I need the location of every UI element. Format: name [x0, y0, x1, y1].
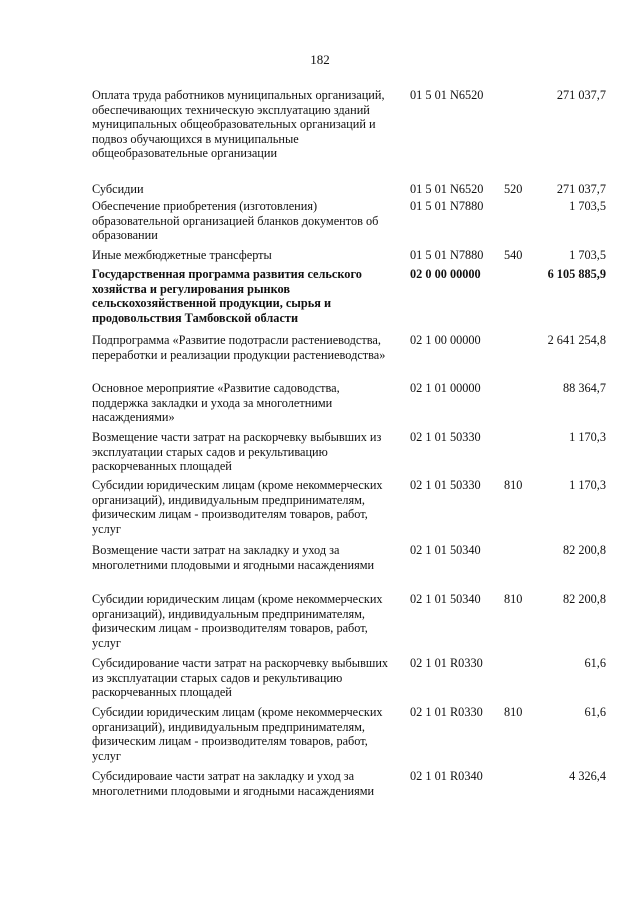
- row-vr: 810: [504, 705, 523, 719]
- row-amount: 61,6: [584, 656, 606, 670]
- row-amount: 61,6: [584, 705, 606, 719]
- row-amount: 82 200,8: [562, 592, 606, 606]
- row-code: 01 5 01 N6520: [410, 88, 484, 102]
- row-amount: 2 641 254,8: [547, 333, 606, 347]
- row-vr: 810: [504, 592, 523, 606]
- row-amount: 6 105 885,9: [547, 267, 606, 281]
- row-amount: 82 200,8: [562, 543, 606, 557]
- row-code: 02 1 01 R0340: [410, 769, 483, 783]
- row-name: Субсидии юридическим лицам (кроме некоммерческих организаций), индивидуальным предпринимателям, физическим лицам - производителям товаров, работ, услуг: [92, 592, 383, 650]
- row-code: 02 1 01 50330: [410, 478, 481, 492]
- row-vr: 520: [504, 182, 523, 196]
- row-code: 01 5 01 N7880: [410, 199, 484, 213]
- row-name: Иные межбюджетные трансферты: [92, 248, 272, 262]
- row-code: 02 1 01 R0330: [410, 705, 483, 719]
- row-name: Возмещение части затрат на раскорчевку выбывших из эксплуатации старых садов и рекультивацию раскорчеванных площадей: [92, 430, 382, 474]
- row-name: Обеспечение приобретения (изготовления) образовательной организацией бланков документов об образовании: [92, 199, 379, 243]
- row-name: Возмещение части затрат на закладку и уход за многолетними плодовыми и ягодными насаждениями: [92, 543, 375, 572]
- row-code: 01 5 01 N7880: [410, 248, 484, 262]
- row-code: 02 1 01 50330: [410, 430, 481, 444]
- row-name: Субсидии: [92, 182, 144, 196]
- row-name: Оплата труда работников муниципальных организаций, обеспечивающих техническую эксплуатацию зданий муниципальных общеобразовательных организаций и подвоз обучающихся в муниципальные общеобразовательные организации: [92, 88, 385, 161]
- row-name: Субсидии юридическим лицам (кроме некоммерческих организаций), индивидуальным предпринимателям, физическим лицам - производителям товаров, работ, услуг: [92, 478, 383, 536]
- row-amount: 88 364,7: [562, 381, 606, 395]
- row-amount: 1 170,3: [569, 430, 606, 444]
- row-code: 02 1 01 50340: [410, 592, 481, 606]
- row-code: 02 1 01 R0330: [410, 656, 483, 670]
- row-code: 02 0 00 00000: [410, 267, 481, 281]
- page-number: 182: [310, 52, 330, 67]
- row-code: 01 5 01 N6520: [410, 182, 484, 196]
- row-amount: 271 037,7: [556, 88, 606, 102]
- row-amount: 271 037,7: [556, 182, 606, 196]
- row-name: Подпрограмма «Развитие подотрасли растениеводства, переработки и реализации продукции растениеводства»: [92, 333, 386, 362]
- row-vr: 810: [504, 478, 523, 492]
- row-amount: 4 326,4: [569, 769, 606, 783]
- row-code: 02 1 01 50340: [410, 543, 481, 557]
- row-code: 02 1 01 00000: [410, 381, 481, 395]
- row-amount: 1 703,5: [569, 199, 606, 213]
- row-name: Субсидии юридическим лицам (кроме некоммерческих организаций), индивидуальным предпринимателям, физическим лицам - производителям товаров, работ, услуг: [92, 705, 383, 763]
- row-name: Субсидироваие части затрат на закладку и уход за многолетними плодовыми и ягодными насаждениями: [92, 769, 375, 798]
- row-name: Субсидирование части затрат на раскорчевку выбывших из эксплуатации старых садов и рекультивацию раскорчеванных площадей: [92, 656, 389, 700]
- row-code: 02 1 00 00000: [410, 333, 481, 347]
- row-amount: 1 170,3: [569, 478, 606, 492]
- row-vr: 540: [504, 248, 523, 262]
- row-name: Государственная программа развития сельского хозяйства и регулирования рынков сельскохозяйственной продукции, сырья и продовольствия Тамбовской области: [92, 267, 362, 325]
- row-amount: 1 703,5: [569, 248, 606, 262]
- row-name: Основное мероприятие «Развитие садоводства, поддержка закладки и ухода за многолетними насаждениями»: [92, 381, 340, 425]
